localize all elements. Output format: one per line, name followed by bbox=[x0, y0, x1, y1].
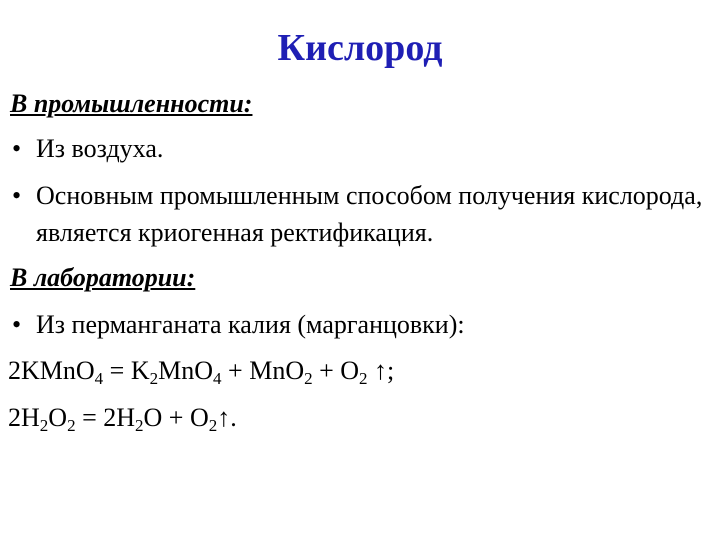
lab-heading: В лаборатории: bbox=[10, 263, 196, 292]
bullet-text: Из перманганата калия (марганцовки): bbox=[36, 310, 465, 339]
bullet-dot: • bbox=[12, 134, 22, 163]
bullet-text: Из воздуха. bbox=[36, 134, 164, 163]
equation-h2o2: $2H_2O_2 = 2H_2O$ + $O_2↑$. bbox=[8, 403, 237, 435]
industry-bullet-1 bbox=[12, 130, 712, 167]
bullet-dot: • bbox=[12, 181, 22, 210]
bullet-dot: • bbox=[12, 310, 22, 339]
equation-kmno4: 2KMnO$_4$ = $K_2MnO_4 + MnO_2 + O_2$ ↑; bbox=[8, 356, 395, 388]
lab-bullet-1 bbox=[12, 306, 712, 343]
bullet-text: Основным промышленным способом получения кислорода, является криогенная ректификация. bbox=[36, 181, 703, 247]
industry-heading: В промышленности: bbox=[10, 89, 253, 118]
slide-title: Кислород bbox=[277, 27, 443, 69]
industry-bullet-2 bbox=[12, 177, 712, 251]
